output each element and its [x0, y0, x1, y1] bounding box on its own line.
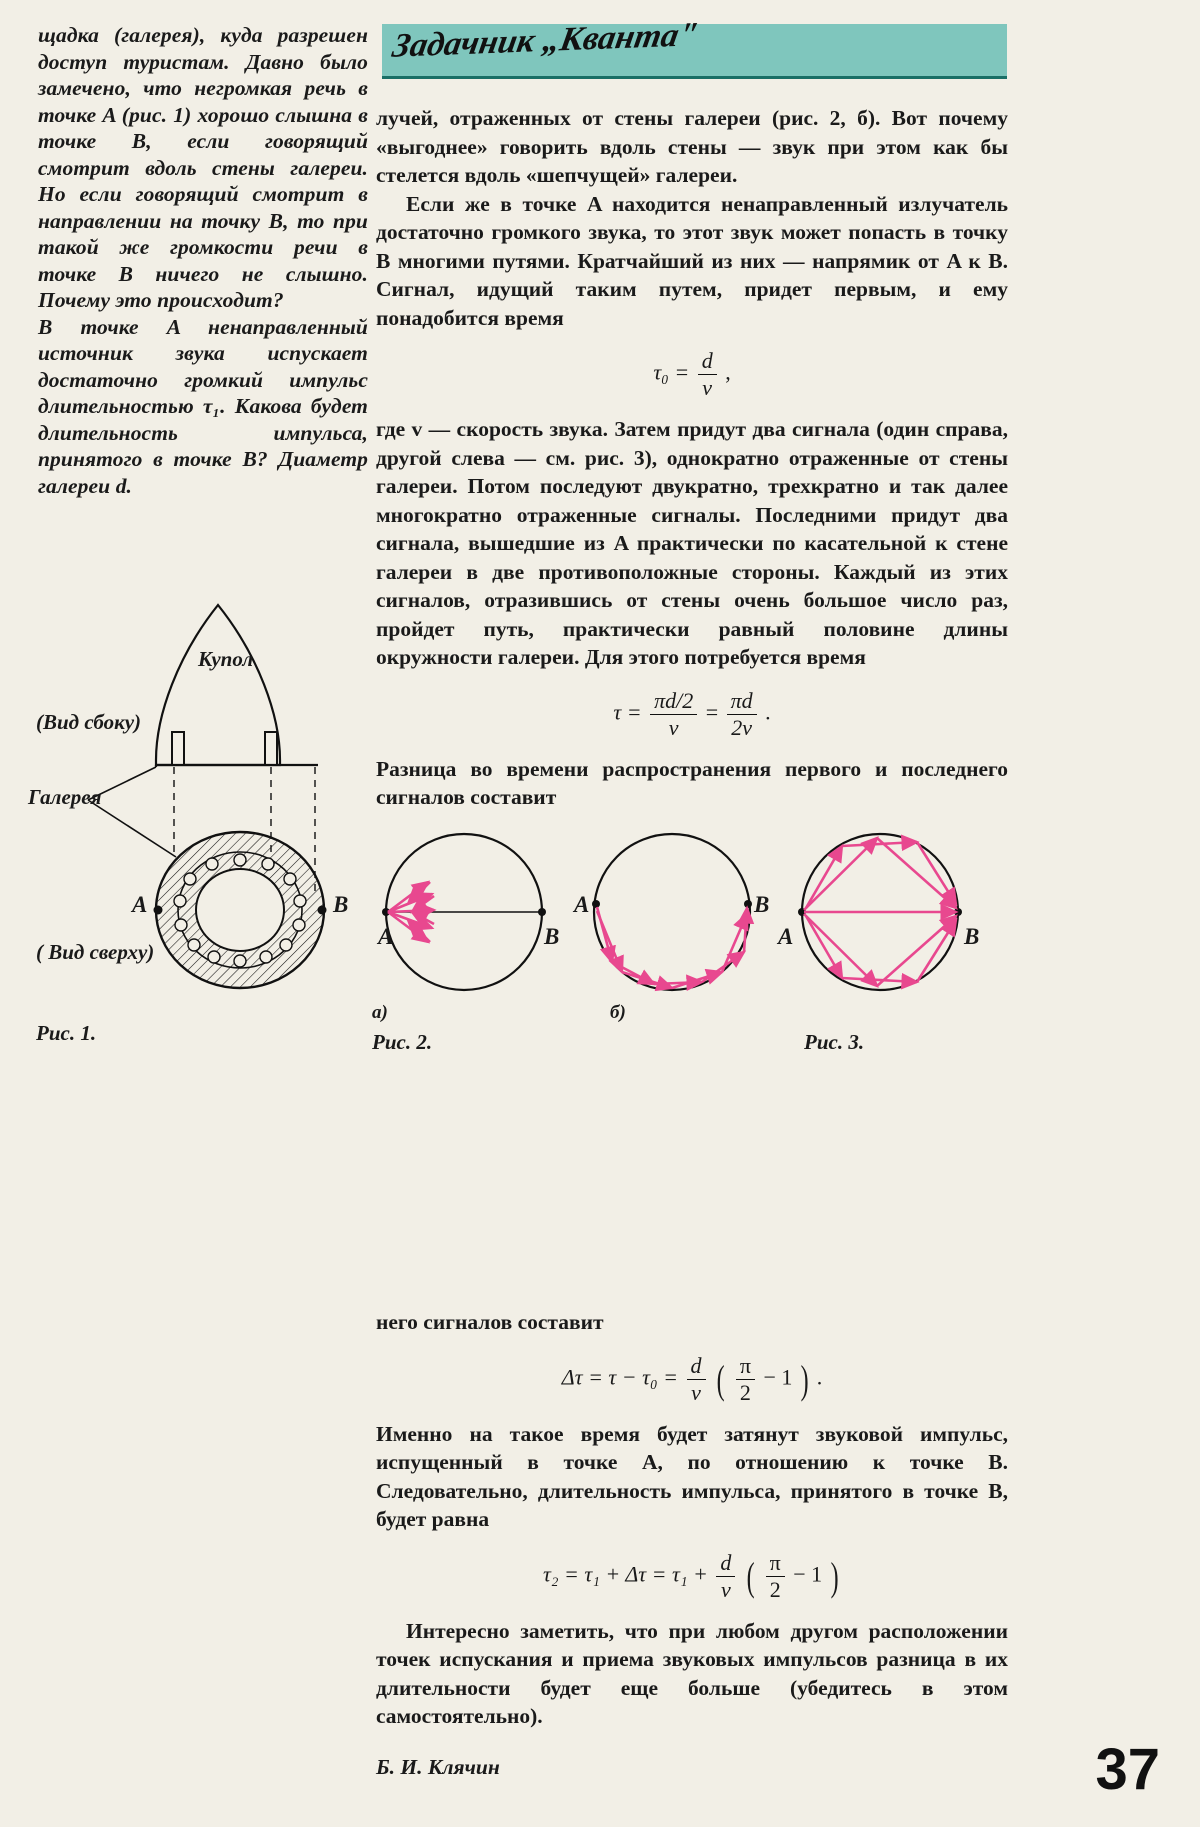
formula-tau0-denominator: v [702, 375, 713, 400]
formula-delta-tau [376, 1353, 1008, 1406]
figure-1-caption: Рис. 1. [36, 1021, 97, 1045]
formula-delta-tau-fraction [687, 1353, 706, 1406]
formula-tau2-two: 2 [769, 1576, 781, 1602]
figure-1-point-b: B [333, 892, 349, 917]
figure-2a [382, 834, 546, 990]
formula-delta-tau-open-paren: ( [716, 1356, 725, 1402]
right-paragraph-1: лучей, отраженных от стены галереи (рис. 2, б). Вот почему «выгоднее» говорить вдоль стены — звук при этом как бы стелется вдоль «шепчущей» галереи. [376, 106, 1008, 187]
formula-tau2-lhs: τ₂ = τ₁ + Δτ = τ₁ + [542, 1561, 708, 1587]
bottom-column [376, 1308, 1008, 1781]
formula-tau-num-2: πd [727, 688, 757, 715]
figure-1 [28, 595, 368, 1065]
figure-3-point-a: A [778, 924, 794, 949]
figure-2a-sublabel: а) [372, 1002, 388, 1023]
figure-1-gallery-label: Галерея [28, 785, 102, 809]
formula-tau [376, 688, 1008, 741]
figure-3 [798, 834, 962, 990]
formula-delta-tau-minus-one: − 1 [763, 1364, 793, 1390]
formula-tau2 [376, 1550, 1008, 1603]
formula-tau2-pi: π [766, 1550, 785, 1577]
formula-tau-den-2: 2v [731, 714, 753, 740]
formula-tau0-tail: , [725, 359, 731, 385]
formula-tau2-pi-half [766, 1550, 785, 1603]
formula-tau2-fraction [716, 1550, 735, 1603]
figure-2b-sublabel: б) [610, 1002, 626, 1023]
left-paragraph-2: В точке A ненаправленный источник звука испускает достаточно громкий импульс длительностью τ₁. Какова будет длительность импульса, принятого в точке B? Диаметр галереи d. [38, 314, 368, 498]
figure-1-dome-label: Купол [198, 647, 254, 671]
formula-delta-tau-pi: π [736, 1353, 755, 1380]
figure-2b [592, 834, 752, 990]
figure-1-side-view-label: (Вид сбоку) [36, 710, 142, 734]
figure-2b-point-a: A [574, 892, 590, 917]
figure-2a-point-b: B [544, 924, 560, 949]
figure-row [372, 812, 1012, 1062]
figure-3-caption: Рис. 3. [804, 1030, 865, 1054]
formula-delta-tau-lhs: Δτ = τ − τ₀ = [561, 1364, 679, 1390]
formula-tau-fraction-1 [650, 688, 697, 741]
left-paragraph-1: щадка (галерея), куда разрешен доступ туристам. Давно было замечено, что негромкая речь в точке A (рис. 1) хорошо слышна в точке B, если говорящий смотрит вдоль стены галереи. Но если говорящий смотрит в направлении на точку B, то при такой же громкости речи в точке B ничего не слышно. Почему это происходит? [38, 23, 368, 312]
formula-delta-tau-close-paren: ) [800, 1356, 809, 1402]
formula-tau-den-1: v [668, 714, 679, 740]
section-banner [382, 16, 1007, 79]
formula-delta-tau-num: d [687, 1353, 706, 1380]
formula-tau0-lhs: τ₀ = [653, 359, 690, 385]
bottom-paragraph-1: Именно на такое время будет затянут звуковой импульс, испущенный в точке A, по отношению к точке B. Следовательно, длительность импульса, принятого в точке B, будет равна [376, 1421, 1008, 1531]
formula-tau2-num: d [716, 1550, 735, 1577]
left-column [38, 22, 368, 499]
bottom-lead: него сигналов составит [376, 1310, 604, 1334]
bottom-paragraph-2: Интересно заметить, что при любом другом расположении точек испускания и приема звуковых импульсов разница в их длительности будет еще больше (убедитесь в этом самостоятельно). [376, 1618, 1008, 1728]
figure-3-point-b: B [964, 924, 980, 949]
figure-1-point-a: A [132, 892, 148, 917]
formula-tau2-open-paren: ( [746, 1553, 755, 1599]
right-paragraph-2: Если же в точке A находится ненаправленный излучатель достаточно громкого звука, то этот звук может попасть в точку B многими путями. Кратчайший из них — напрямик от A к B. Сигнал, идущий таким путем, придет первым, и ему понадобится время [376, 191, 1008, 330]
formula-tau-tail: . [765, 699, 771, 725]
formula-tau-equals: = [705, 699, 719, 725]
figure-1-top-view-label: ( Вид сверху) [36, 940, 155, 964]
right-paragraph-3: где v — скорость звука. Затем придут два сигнала (один справа, другой слева — см. рис. 3), однократно отраженные от стены галереи. Потом последуют двукратно, трехкратно и так далее многократно отраженные сигналы. Последними придут два сигнала, вышедшие из A практически по касательной к стене галереи в две противоположные стороны. Каждый из этих сигналов, отразившись от стены очень большое число раз, пройдет путь, практически равный половине длины окружности галереи. Для этого потребуется время [376, 417, 1008, 669]
formula-delta-tau-den: v [691, 1379, 701, 1405]
formula-tau2-den: v [720, 1576, 731, 1602]
formula-tau2-minus-one: − 1 [793, 1561, 823, 1587]
figure-2-caption: Рис. 2. [372, 1030, 433, 1054]
banner-title: Задачник „Кванта" [389, 16, 701, 65]
formula-tau-fraction-2 [727, 688, 757, 741]
right-column [376, 104, 1008, 812]
formula-tau-lhs: τ = [613, 699, 642, 725]
formula-tau0 [376, 348, 1008, 401]
formula-delta-tau-pi-half [736, 1353, 755, 1406]
formula-delta-tau-two: 2 [739, 1379, 751, 1405]
right-paragraph-4: Разница во времени распространения первого и последнего сигналов составит [376, 756, 1008, 809]
page-number: 37 [1095, 1737, 1160, 1802]
formula-tau2-close-paren: ) [830, 1553, 839, 1599]
formula-tau0-fraction [698, 348, 717, 401]
formula-delta-tau-tail: . [816, 1364, 823, 1390]
figure-2b-point-b: B [754, 892, 770, 917]
formula-tau-num-1: πd/2 [650, 688, 697, 715]
article-author: Б. И. Клячин [376, 1754, 500, 1779]
figure-2a-point-a: A [378, 924, 394, 949]
figure-2-3-drawing [372, 812, 1012, 1042]
formula-tau0-numerator: d [698, 348, 717, 375]
